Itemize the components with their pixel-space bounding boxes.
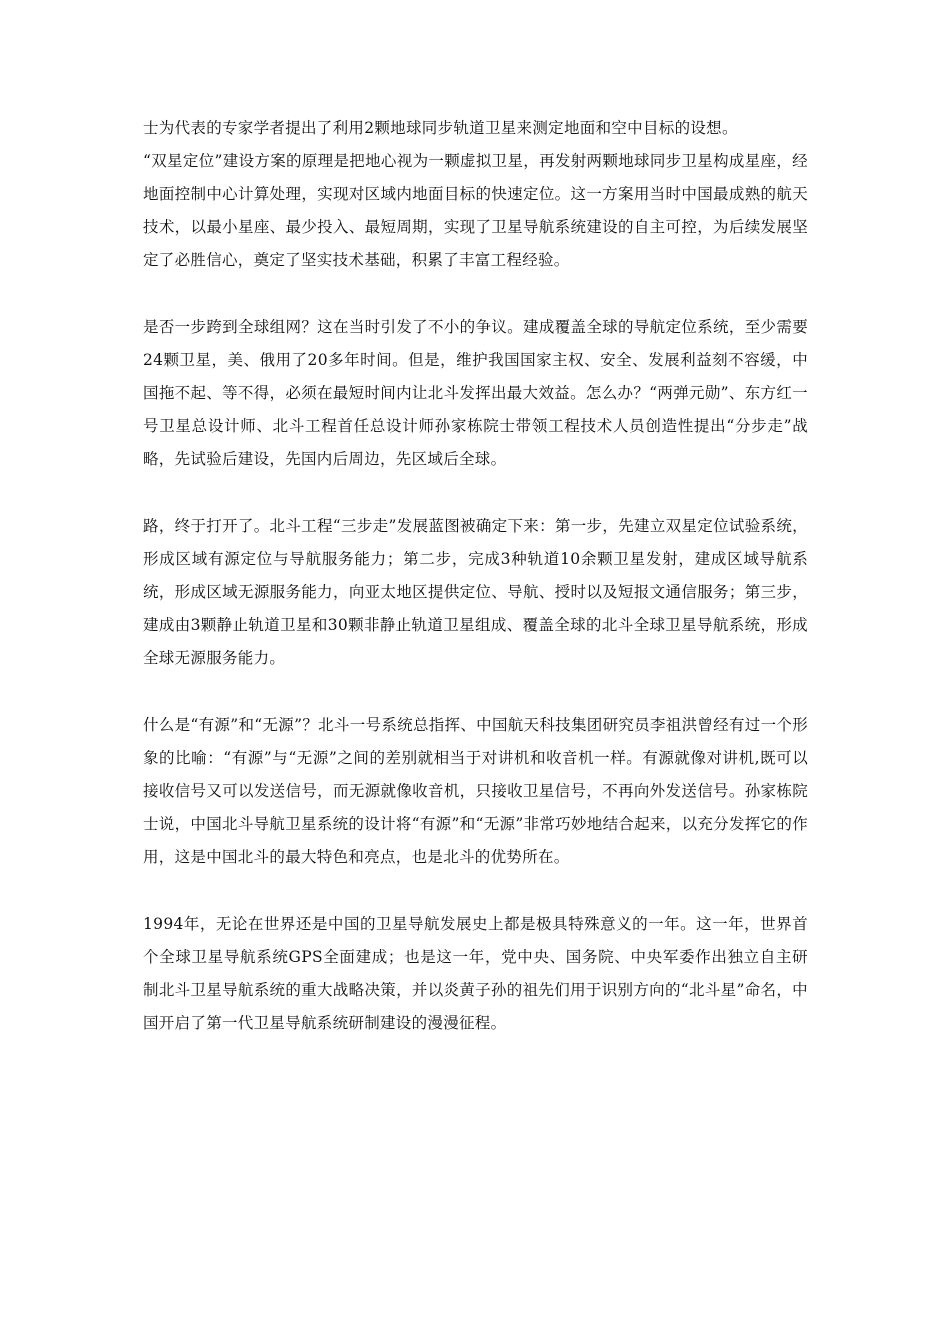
paragraph-1: 士为代表的专家学者提出了利用2颗地球同步轨道卫星来测定地面和空中目标的设想。 (143, 119, 738, 137)
paragraph-2: “双星定位”建设方案的原理是把地心视为一颗虚拟卫星，再发射两颗地球同步卫星构成星座，经地面控制中心计算处理，实现对区域内地面目标的快速定位。这一方案用当时中国最成熟的航天技术，以最小星座、最少投入、最短周期，实现了卫星导航系统建设的自主可控，为后续发展坚定了必胜信心，奠定了坚实技术基础，积累了丰富工程经验。 (143, 152, 808, 269)
paragraph-3: 是否一步跨到全球组网？这在当时引发了不小的争议。建成覆盖全球的导航定位系统，至少需要24颗卫星，美、俄用了20多年时间。但是，维护我国国家主权、安全、发展利益刻不容缓，中国拖不起、等不得，必须在最短时间内让北斗发挥出最大效益。怎么办？“两弹元勋”、东方红一号卫星总设计师、北斗工程首任总设计师孙家栋院士带领工程技术人员创造性提出“分步走”战略，先试验后建设，先国内后周边，先区域后全球。 (143, 318, 808, 468)
paragraph-6: 1994年，无论在世界还是中国的卫星导航发展史上都是极具特殊意义的一年。这一年，世界首个全球卫星导航系统GPS全面建成；也是这一年，党中央、国务院、中央军委作出独立自主研制北斗卫星导航系统的重大战略决策，并以炎黄子孙的祖先们用于识别方向的“北斗星”命名，中国开启了第一代卫星导航系统研制建设的漫漫征程。 (143, 915, 808, 1032)
paragraph-4: 路，终于打开了。北斗工程“三步走”发展蓝图被确定下来：第一步，先建立双星定位试验系统，形成区域有源定位与导航服务能力；第二步，完成3种轨道10余颗卫星发射，建成区域导航系统，形成区域无源服务能力，向亚太地区提供定位、导航、授时以及短报文通信服务；第三步，建成由3颗静止轨道卫星和30颗非静止轨道卫星组成、覆盖全球的北斗全球卫星导航系统，形成全球无源服务能力。 (143, 517, 808, 667)
document-body (143, 112, 808, 1040)
paragraph-5: 什么是“有源”和“无源”？北斗一号系统总指挥、中国航天科技集团研究员李祖洪曾经有过一个形象的比喻：“有源”与“无源”之间的差别就相当于对讲机和收音机一样。有源就像对讲机,既可以接收信号又可以发送信号，而无源就像收音机，只接收卫星信号，不再向外发送信号。孙家栋院士说，中国北斗导航卫星系统的设计将“有源”和“无源”非常巧妙地结合起来，以充分发挥它的作用，这是中国北斗的最大特色和亮点，也是北斗的优势所在。 (143, 716, 808, 866)
